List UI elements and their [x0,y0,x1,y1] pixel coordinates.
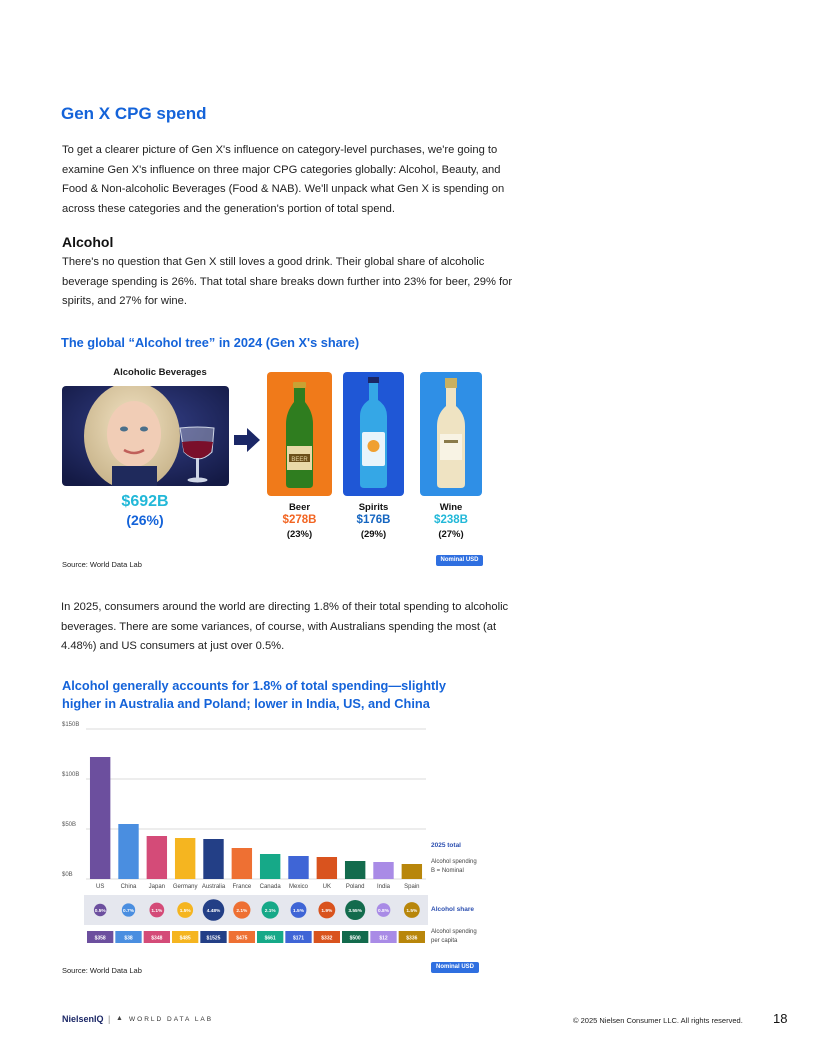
partner-logo-icon: ▲ [116,1015,123,1022]
legend-percap-line1: Alcohol spending [431,929,477,935]
page-title: Gen X CPG spend [61,104,207,123]
svg-text:BEER: BEER [291,457,308,463]
per-capita-label: $348 [151,935,163,942]
bar-canada [260,854,280,879]
chart-nominal-badge: Nominal USD [431,962,479,973]
legend-total-title: 2025 total [431,842,461,849]
chart-source: Source: World Data Lab [62,966,142,975]
y-tick-label: $50B [62,822,77,828]
intro-paragraph: To get a clearer picture of Gen X's influence on category-level purchases, we're going to examine Gen X's influence on three major CPG categories globally: Alcohol, Beauty, and Food & Non-alcoholic Beverages (Food & NAB). We'll unpack what Gen X is spending on across these categories and the generation's portion of total spend. [62,144,505,215]
share-label: 4.48% [206,909,221,914]
share-label: 1.9% [321,909,333,914]
share-band [84,895,428,925]
share-label: 3.55% [348,909,362,914]
per-capita-label: $1525 [206,935,221,942]
footer-divider: | [108,1014,111,1024]
x-tick-label: France [232,884,252,890]
bar-mexico [288,856,308,879]
per-capita-label: $38 [124,935,133,942]
bar-japan [147,836,167,879]
per-capita-label: $485 [179,935,191,942]
share-label: 1.5% [406,909,418,914]
legend-percap-line2: per capita [431,938,458,944]
x-tick-label: Australia [201,884,226,890]
y-tick-label: $0B [62,872,73,878]
per-capita-label: $332 [321,935,333,942]
tree-title: The global “Alcohol tree” in 2024 (Gen X's share) [61,335,360,350]
page-number: 18 [773,1011,788,1026]
bar-spain [402,864,422,879]
per-capita-label: $500 [349,935,361,942]
beer-value: $278B [282,514,317,526]
per-capita-label: $358 [94,935,106,942]
bar-china [118,824,138,879]
legend-spending-line2: B = Nominal [431,868,464,874]
tree-main-value: $692B [121,493,169,510]
x-tick-label: China [120,884,137,890]
wine-value: $238B [434,514,468,526]
beer-pct: (23%) [286,529,313,540]
legend-share: Alcohol share [431,906,474,913]
tree-main-label: Alcoholic Beverages [113,367,207,378]
per-capita-label: $171 [292,935,305,942]
share-label: 0.8% [378,909,389,914]
bar-australia [203,839,223,879]
spending-paragraph: In 2025, consumers around the world are directing 1.8% of their total spending to alcoholic beverages. There are some variances, of course, with Australians spending the most (at 4.48%) and US consumers at just over 0.5%. [61,601,509,652]
footer-copyright: © 2025 Nielsen Consumer LLC. All rights reserved. [573,1016,743,1025]
per-capita-label: $336 [406,935,418,942]
beer-label: Beer [288,502,311,513]
spirits-pct: (29%) [360,529,387,540]
bar-poland [345,861,365,879]
x-tick-label: US [95,884,105,890]
legend-spending [431,858,477,876]
share-label: 2.1% [264,909,276,914]
spirits-label: Spirits [358,502,389,513]
x-tick-label: Poland [345,884,365,890]
alcohol-paragraph: There's no question that Gen X still loves a good drink. Their global share of alcoholic beverage spending is 26%. That total share breaks down further into 23% for beer, 29% for spirits, and 27% for wine. [62,256,513,307]
wine-label: Wine [439,502,463,513]
y-tick-label: $100B [62,772,80,778]
share-label: 2.1% [236,909,248,914]
share-label: 1.5% [293,909,304,914]
x-tick-label: India [376,884,391,890]
bar-us [90,757,110,879]
x-tick-label: Japan [148,884,166,890]
bar-france [232,848,252,879]
share-label: 0.5% [94,909,106,914]
legend-percap [431,928,477,946]
x-tick-label: Mexico [288,884,309,890]
share-label: 1.1% [151,909,163,914]
per-capita-label: $661 [264,935,276,942]
per-capita-label: $12 [379,935,388,942]
bar-india [373,862,393,879]
alcohol-heading: Alcohol [62,234,114,250]
footer-partner: WORLD DATA LAB [129,1016,214,1023]
y-tick-label: $150B [62,722,80,728]
x-tick-label: UK [322,884,332,890]
spirits-value: $176B [356,514,391,526]
footer-brand: NielsenIQ [62,1014,104,1024]
bar-germany [175,838,195,879]
tree-nominal-badge: Nominal USD [436,555,483,566]
per-capita-label: $475 [236,935,248,942]
share-label: 0.7% [123,909,134,914]
share-label: 1.5% [179,909,191,914]
x-tick-label: Canada [259,884,281,890]
tree-source: Source: World Data Lab [62,560,142,569]
bar-uk [317,857,337,879]
x-tick-label: Spain [404,884,420,890]
tree-main-pct: (26%) [126,512,164,528]
legend-spending-line1: Alcohol spending [431,859,477,865]
wine-pct: (27%) [438,529,464,540]
chart-title: Alcohol generally accounts for 1.8% of total spending—slightly higher in Australia and Poland; lower in India, US, and China [62,678,446,711]
x-tick-label: Germany [172,884,198,890]
